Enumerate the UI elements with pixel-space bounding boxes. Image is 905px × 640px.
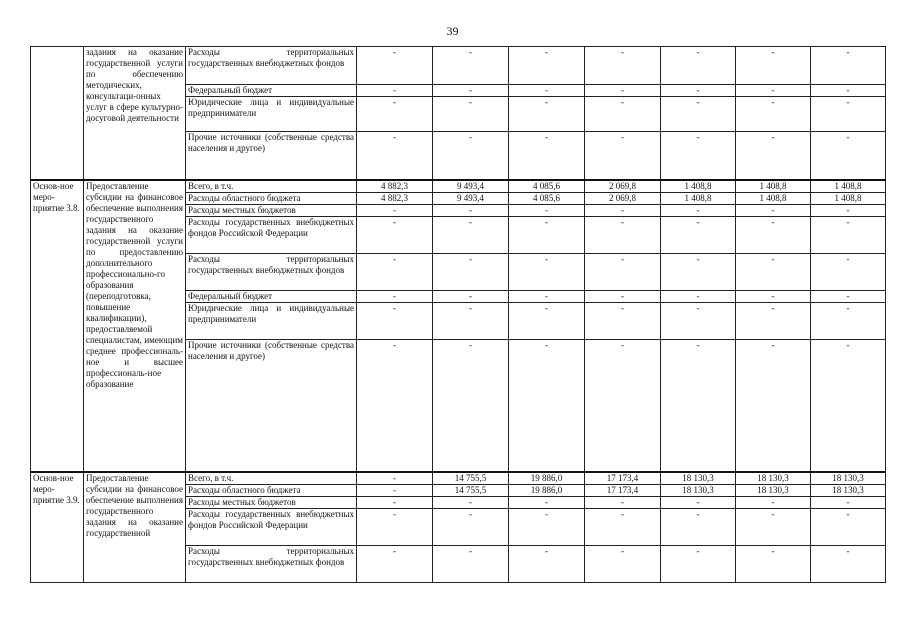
value-cell: 9 493,4: [433, 180, 509, 193]
value-cell: -: [433, 302, 509, 339]
value-cell: -: [509, 302, 585, 339]
value-cell: -: [811, 216, 886, 253]
value-cell: 18 130,3: [661, 485, 736, 497]
value-cell: -: [661, 497, 736, 509]
value-cell: -: [357, 497, 433, 509]
value-cell: 2 069,8: [585, 192, 661, 204]
value-cell: -: [585, 253, 661, 290]
value-cell: -: [357, 204, 433, 216]
value-cell: 1 408,8: [811, 180, 886, 193]
value-cell: -: [357, 339, 433, 472]
value-cell: 1 408,8: [811, 192, 886, 204]
value-cell: -: [357, 97, 433, 132]
value-cell: -: [736, 216, 811, 253]
value-cell: -: [509, 216, 585, 253]
value-cell: -: [433, 216, 509, 253]
value-cell: 18 130,3: [811, 485, 886, 497]
value-cell: -: [811, 253, 886, 290]
value-cell: -: [509, 204, 585, 216]
funding-source-cell: Всего, в т.ч.: [186, 472, 357, 485]
value-cell: -: [736, 47, 811, 85]
value-cell: -: [736, 97, 811, 132]
funding-table: [30, 46, 886, 583]
value-cell: 18 130,3: [736, 472, 811, 485]
value-cell: -: [585, 509, 661, 546]
value-cell: 2 069,8: [585, 180, 661, 193]
value-cell: -: [433, 132, 509, 180]
funding-source-cell: Прочие источники (собственные средства населения и другое): [186, 339, 357, 472]
value-cell: -: [811, 339, 886, 472]
funding-source-cell: Расходы территориальных государственных внебюджетных фондов: [186, 546, 357, 583]
value-cell: 18 130,3: [736, 485, 811, 497]
value-cell: -: [509, 85, 585, 97]
funding-source-cell: Расходы территориальных государственных внебюджетных фондов: [186, 253, 357, 290]
value-cell: -: [736, 85, 811, 97]
value-cell: 19 886,0: [509, 485, 585, 497]
value-cell: -: [585, 204, 661, 216]
value-cell: -: [661, 216, 736, 253]
table-row: [31, 472, 886, 485]
funding-source-cell: Прочие источники (собственные средства населения и другое): [186, 132, 357, 180]
value-cell: -: [811, 302, 886, 339]
table-body: [31, 47, 886, 583]
value-cell: 17 173,4: [585, 485, 661, 497]
value-cell: 1 408,8: [661, 192, 736, 204]
value-cell: -: [661, 47, 736, 85]
value-cell: -: [509, 339, 585, 472]
table-row: [31, 180, 886, 193]
funding-source-cell: Расходы областного бюджета: [186, 485, 357, 497]
value-cell: -: [509, 546, 585, 583]
value-cell: -: [736, 290, 811, 302]
funding-source-cell: Расходы государственных внебюджетных фондов Российской Федерации: [186, 216, 357, 253]
value-cell: -: [433, 85, 509, 97]
value-cell: -: [661, 97, 736, 132]
value-cell: -: [811, 497, 886, 509]
funding-source-cell: Федеральный бюджет: [186, 85, 357, 97]
value-cell: -: [585, 546, 661, 583]
value-cell: -: [661, 546, 736, 583]
table-row: [31, 47, 886, 85]
value-cell: -: [357, 472, 433, 485]
activity-cell: Основ-ное меро-приятие 3.8.: [31, 180, 84, 473]
value-cell: -: [736, 497, 811, 509]
value-cell: -: [661, 132, 736, 180]
activity-cell: [31, 47, 84, 180]
funding-source-cell: Расходы территориальных государственных внебюджетных фондов: [186, 47, 357, 85]
value-cell: -: [736, 302, 811, 339]
activity-cell: Основ-ное меро-приятие 3.9.: [31, 472, 84, 583]
value-cell: -: [811, 132, 886, 180]
value-cell: -: [585, 497, 661, 509]
value-cell: -: [357, 509, 433, 546]
value-cell: -: [736, 339, 811, 472]
value-cell: -: [585, 132, 661, 180]
value-cell: -: [509, 253, 585, 290]
value-cell: -: [509, 97, 585, 132]
value-cell: -: [357, 485, 433, 497]
value-cell: -: [811, 290, 886, 302]
value-cell: 1 408,8: [736, 180, 811, 193]
value-cell: -: [433, 509, 509, 546]
value-cell: 4 882,3: [357, 192, 433, 204]
value-cell: -: [661, 302, 736, 339]
funding-source-cell: Расходы областного бюджета: [186, 192, 357, 204]
value-cell: 4 882,3: [357, 180, 433, 193]
value-cell: -: [736, 546, 811, 583]
funding-source-cell: Юридические лица и индивидуальные предприниматели: [186, 302, 357, 339]
funding-source-cell: Юридические лица и индивидуальные предприниматели: [186, 97, 357, 132]
value-cell: -: [509, 47, 585, 85]
description-cell: Предоставление субсидии на финансовое обеспечение выполнения государственного задания на оказание государственной услуги по предоставлению дополнительного профессионально-го образования (переподготовка, повышение квалификации), предоставляемой специалистам, имеющим среднее профессиональ-ное и высшее профессиональ-ное образование: [84, 180, 186, 473]
value-cell: -: [585, 339, 661, 472]
value-cell: 4 085,6: [509, 180, 585, 193]
value-cell: -: [509, 290, 585, 302]
value-cell: -: [661, 290, 736, 302]
value-cell: -: [585, 47, 661, 85]
value-cell: -: [585, 302, 661, 339]
value-cell: -: [736, 509, 811, 546]
value-cell: -: [661, 204, 736, 216]
value-cell: -: [433, 290, 509, 302]
value-cell: -: [357, 253, 433, 290]
value-cell: -: [433, 339, 509, 472]
value-cell: -: [433, 204, 509, 216]
value-cell: 19 886,0: [509, 472, 585, 485]
value-cell: -: [661, 509, 736, 546]
value-cell: -: [736, 204, 811, 216]
value-cell: -: [585, 216, 661, 253]
value-cell: -: [811, 546, 886, 583]
value-cell: -: [811, 97, 886, 132]
funding-source-cell: Федеральный бюджет: [186, 290, 357, 302]
value-cell: -: [357, 546, 433, 583]
value-cell: -: [585, 97, 661, 132]
value-cell: -: [433, 253, 509, 290]
value-cell: -: [357, 47, 433, 85]
value-cell: -: [509, 509, 585, 546]
page-number: 39: [446, 24, 459, 38]
value-cell: -: [433, 97, 509, 132]
value-cell: -: [811, 47, 886, 85]
value-cell: -: [811, 204, 886, 216]
value-cell: 1 408,8: [661, 180, 736, 193]
value-cell: 17 173,4: [585, 472, 661, 485]
value-cell: -: [509, 132, 585, 180]
value-cell: -: [357, 302, 433, 339]
value-cell: -: [585, 290, 661, 302]
value-cell: -: [509, 497, 585, 509]
value-cell: -: [357, 132, 433, 180]
value-cell: -: [736, 253, 811, 290]
value-cell: -: [661, 339, 736, 472]
value-cell: -: [433, 47, 509, 85]
funding-source-cell: Расходы местных бюджетов: [186, 497, 357, 509]
value-cell: -: [585, 85, 661, 97]
funding-source-cell: Расходы местных бюджетов: [186, 204, 357, 216]
value-cell: 18 130,3: [661, 472, 736, 485]
value-cell: -: [433, 546, 509, 583]
value-cell: 1 408,8: [736, 192, 811, 204]
value-cell: 4 085,6: [509, 192, 585, 204]
value-cell: -: [661, 253, 736, 290]
value-cell: -: [357, 85, 433, 97]
value-cell: 14 755,5: [433, 485, 509, 497]
value-cell: -: [736, 132, 811, 180]
funding-source-cell: Расходы государственных внебюджетных фондов Российской Федерации: [186, 509, 357, 546]
value-cell: 14 755,5: [433, 472, 509, 485]
funding-source-cell: Всего, в т.ч.: [186, 180, 357, 193]
value-cell: -: [811, 85, 886, 97]
description-cell: Предоставление субсидии на финансовое обеспечение выполнения государственного задания на оказание государственной: [84, 472, 186, 583]
value-cell: 9 493,4: [433, 192, 509, 204]
value-cell: -: [357, 216, 433, 253]
description-cell: задания на оказание государственной услуги по обеспечению методических, консультаци-онных услуг в сфере культурно-досуговой деятельности: [84, 47, 186, 180]
value-cell: -: [811, 509, 886, 546]
value-cell: -: [661, 85, 736, 97]
value-cell: -: [357, 290, 433, 302]
value-cell: -: [433, 497, 509, 509]
value-cell: 18 130,3: [811, 472, 886, 485]
